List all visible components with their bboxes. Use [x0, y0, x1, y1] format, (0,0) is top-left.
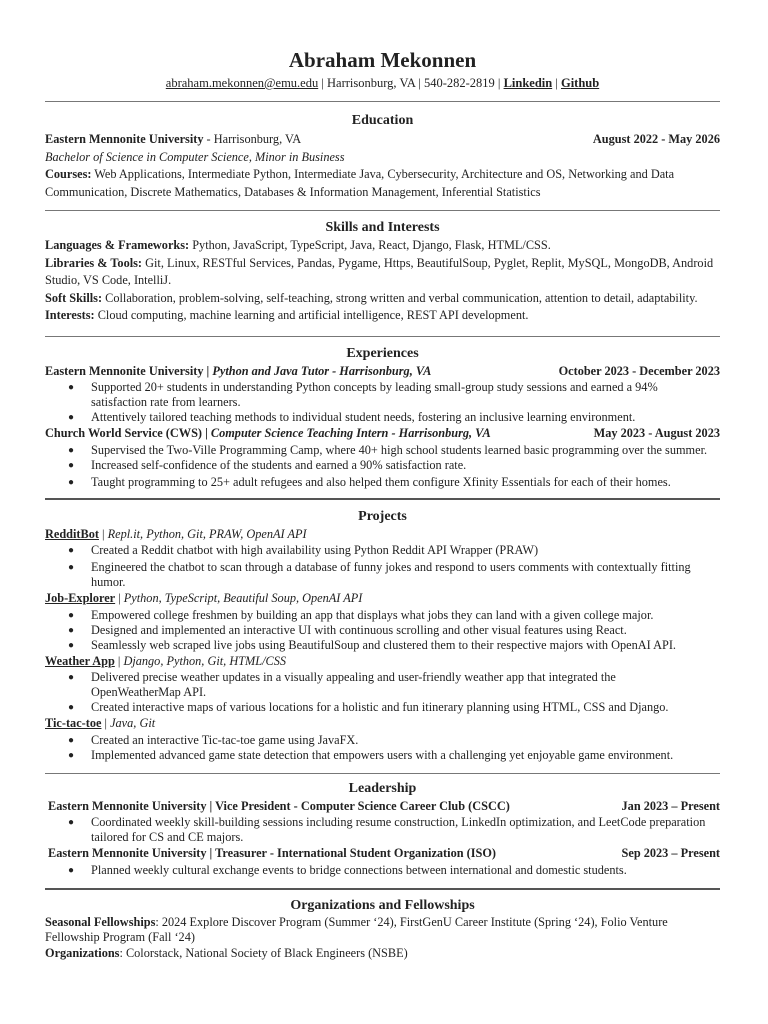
organizations-label: Organizations [45, 945, 120, 960]
divider [45, 498, 720, 500]
bullet-item: ● Created interactive maps of various locations for a holistic and fun itinerary planning using HTML, CSS and Django. [45, 700, 720, 715]
experience-entry [45, 425, 720, 490]
divider [45, 101, 720, 102]
fellowships-value: : 2024 Explore Discover Program (Summer ‘24), FirstGenU Career Institute (Spring ‘24), Folio Venture Fellowship Program (Fall ‘24) [45, 914, 668, 944]
bullet-item: ● Coordinated weekly skill-building sessions including resume construction, LinkedIn optimization, and LeetCode preparation tailored for CS and CE majors. [45, 815, 720, 845]
location: Harrisonburg, VA [327, 76, 416, 90]
bullet-item: ● Engineered the chatbot to scan through a database of funny jokes and respond to users comments with contextually fitting humor. [45, 560, 720, 590]
project-name[interactable]: Tic-tac-toe [45, 716, 102, 730]
project-entry [45, 653, 720, 716]
experience-bullets [45, 380, 720, 425]
github-link[interactable]: Github [560, 76, 600, 90]
project-header: RedditBot | Repl.it, Python, Git, PRAW, OpenAI API [45, 526, 307, 541]
project-entry [45, 526, 720, 591]
experience-role: Python and Java Tutor - Harrisonburg, VA [212, 363, 432, 378]
school-location: - Harrisonburg, VA [203, 132, 302, 146]
project-bullets [45, 733, 720, 763]
email-link[interactable]: abraham.mekonnen@emu.edu [165, 76, 319, 90]
project-tech: Python, TypeScript, Beautiful Soup, OpenAI API [123, 591, 363, 605]
divider [45, 888, 720, 890]
project-entry [45, 715, 720, 763]
bullet-item: ● Implemented advanced game state detection that empowers users with a challenging yet enjoyable game environment. [45, 748, 720, 763]
project-entry [45, 590, 720, 653]
leadership-role: Eastern Mennonite University | Vice President - Computer Science Career Club (CSCC) [48, 798, 510, 813]
experience-header: Church World Service (CWS) | Computer Science Teaching Intern - Harrisonburg, VA May 2023 - August 2023 [45, 425, 720, 443]
bullet-item: ● Empowered college freshmen by building an app that displays what jobs they can land with a given college major. [45, 608, 720, 623]
leadership-bullets [45, 863, 720, 878]
organizations-heading: Organizations and Fellowships [290, 897, 475, 913]
project-bullets [45, 608, 720, 653]
bullet-item: ● Increased self-confidence of the students and earned a 90% satisfaction rate. [45, 458, 720, 473]
courses [45, 166, 720, 201]
bullet-item: ● Seamlessly web scraped live jobs using BeautifulSoup and clustered them to their respective majors with OpenAI API. [45, 638, 720, 653]
leadership-bullets [45, 815, 720, 845]
courses-label: Courses: [45, 167, 92, 181]
bullet-item: ● Taught programming to 25+ adult refugees and also helped them configure Xfinity Essentials for each of their homes. [45, 475, 720, 490]
skills-soft [45, 290, 720, 308]
languages-value: Python, JavaScript, TypeScript, Java, React, Django, Flask, HTML/CSS. [189, 238, 551, 252]
separator: | [494, 76, 504, 90]
bullet-item: ● Delivered precise weather updates in a visually appealing and user-friendly weather app that integrated the OpenWeatherMap API. [45, 670, 720, 700]
project-bullets [45, 543, 720, 590]
project-tech: Django, Python, Git, HTML/CSS [123, 653, 287, 668]
separator: | [415, 76, 424, 90]
experience-header: Eastern Mennonite University | Python and Java Tutor - Harrisonburg, VA October 2023 - December 2023 [45, 363, 720, 381]
project-name[interactable]: RedditBot [45, 526, 99, 541]
experience-bullets [45, 443, 720, 490]
organizations-line [45, 945, 720, 963]
leadership-heading: Leadership [348, 780, 417, 796]
resume-name: Abraham Mekonnen [288, 48, 477, 72]
experiences-heading: Experiences [346, 345, 419, 361]
interests-value: Cloud computing, machine learning and artificial intelligence, REST API development. [94, 308, 529, 322]
separator: | [318, 76, 327, 90]
education-dates: August 2022 - May 2026 [592, 132, 720, 146]
experience-org: Church World Service (CWS) [45, 426, 203, 440]
resume-page [45, 0, 720, 962]
leadership-entry [45, 845, 720, 878]
experience-dates: October 2023 - December 2023 [558, 363, 720, 378]
experience-role: Computer Science Teaching Intern - Harrisonburg, VA [210, 426, 491, 440]
leadership-entry [45, 798, 720, 846]
skills-heading: Skills and Interests [325, 220, 440, 235]
leadership-header [45, 845, 720, 863]
bullet-item: ● Attentively tailored teaching methods to individual student needs, fostering an inclusive learning environment. [45, 410, 720, 425]
organizations-value: : Colorstack, National Society of Black Engineers (NSBE) [119, 945, 408, 960]
bullet-item: ● Designed and implemented an interactive UI with continuous scrolling and other visual features using React. [45, 623, 720, 638]
skills-languages [45, 237, 720, 255]
leadership-dates: Sep 2023 – Present [621, 846, 720, 860]
divider [45, 773, 720, 774]
bullet-item: ● Created an interactive Tic-tac-toe game using JavaFX. [45, 733, 720, 748]
soft-skills-label: Soft Skills: [45, 290, 103, 305]
divider [45, 210, 720, 211]
project-name[interactable]: Weather App [45, 653, 115, 668]
project-bullets [45, 670, 720, 715]
bullet-item: ● Supervised the Two-Ville Programming Camp, where 40+ high school students learned basic programming over the summer. [45, 443, 720, 458]
separator: | [552, 76, 561, 90]
leadership-dates: Jan 2023 – Present [621, 798, 720, 813]
fellowships-label: Seasonal Fellowships [45, 914, 156, 929]
experience-entry [45, 363, 720, 426]
divider [45, 336, 720, 337]
phone: 540-282-2819 [423, 76, 495, 90]
interests-label: Interests: [45, 308, 95, 322]
skills-interests [45, 307, 720, 325]
courses-list: Web Applications, Intermediate Python, Intermediate Java, Cybersecurity, Architecture and OS, Networking and Data Communication, Discrete Mathematics, Databases & Information Management, Inferential Statistics [45, 167, 675, 199]
school-name: Eastern Mennonite University [45, 132, 204, 146]
leadership-role: Eastern Mennonite University | Treasurer - International Student Organization (ISO) [48, 846, 497, 860]
degree: Bachelor of Science in Computer Science, Minor in Business [45, 149, 345, 164]
leadership-header [45, 798, 720, 816]
bullet-item: ● Planned weekly cultural exchange events to bridge connections between international and domestic students. [45, 863, 720, 878]
bullet-item: ● Created a Reddit chatbot with high availability using Python Reddit API Wrapper (PRAW) [45, 543, 720, 558]
experience-dates: May 2023 - August 2023 [593, 426, 720, 440]
experience-org: Eastern Mennonite University [45, 363, 204, 378]
education-school-row [45, 131, 720, 149]
libraries-label: Libraries & Tools: [45, 255, 143, 270]
project-header: Job-Explorer | Python, TypeScript, Beautiful Soup, OpenAI API [45, 591, 363, 605]
contact-line [45, 75, 720, 91]
project-header: Weather App | Django, Python, Git, HTML/CSS [45, 653, 287, 668]
project-name[interactable]: Job-Explorer [45, 591, 116, 605]
bullet-item: ● Supported 20+ students in understanding Python concepts by leading small-group study sessions and earned a 94% satisfaction rate from learners. [45, 380, 720, 410]
projects-heading: Projects [358, 508, 407, 524]
libraries-value: Git, Linux, RESTful Services, Pandas, Pygame, Https, BeautifulSoup, Pyglet, Replit, MySQL, MongoDB, Android Studio, VS Code, IntelliJ. [45, 255, 714, 287]
soft-skills-value: Collaboration, problem-solving, self-teaching, strong written and verbal communication, attention to detail, adaptability. [102, 290, 698, 305]
languages-label: Languages & Frameworks: [45, 238, 190, 252]
project-tech: Repl.it, Python, Git, PRAW, OpenAI API [107, 526, 307, 541]
skills-libraries [45, 255, 720, 290]
fellowships-line [45, 915, 720, 945]
project-tech: Java, Git [110, 716, 156, 730]
linkedin-link[interactable]: Linkedin [503, 76, 553, 90]
education-heading: Education [351, 113, 414, 128]
project-header: Tic-tac-toe | Java, Git [45, 716, 156, 730]
